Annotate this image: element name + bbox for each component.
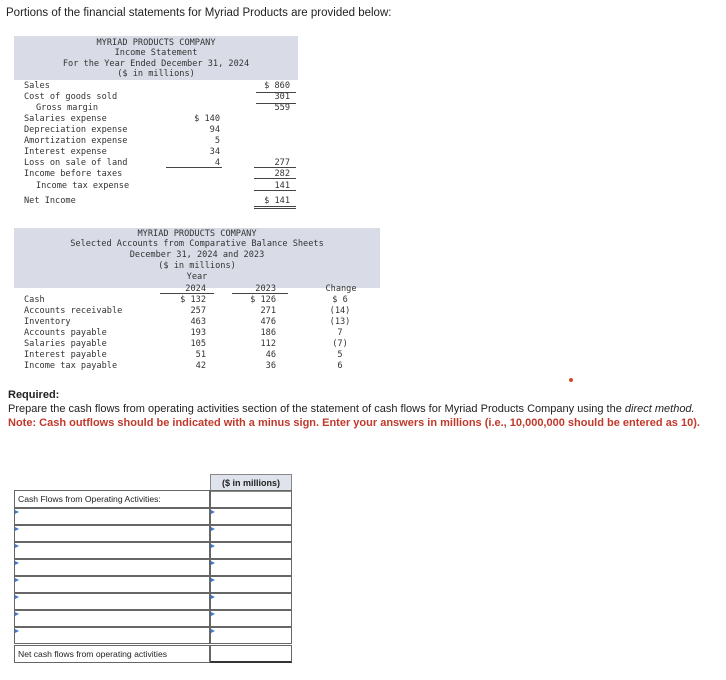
income-statement-row-label: Cost of goods sold <box>24 92 118 102</box>
answer-column-header: ($ in millions) <box>210 474 292 492</box>
balance-sheet-row-y2024: 51 <box>195 350 206 360</box>
income-statement-row-col2: 277 <box>274 158 290 168</box>
balance-sheet-row-change: 5 <box>337 350 343 360</box>
balance-sheet-row-label: Income tax payable <box>24 361 118 371</box>
cash-flow-amount-input[interactable] <box>210 525 292 542</box>
required-text-italic: direct method. <box>624 403 695 415</box>
section-value-cell <box>210 490 292 508</box>
cash-flow-item-select[interactable] <box>14 559 210 576</box>
balance-sheet-row-y2024: 105 <box>190 339 206 349</box>
income-statement-row-col2: 559 <box>274 103 290 113</box>
balance-sheet-row-label: Inventory <box>24 317 71 327</box>
balance-sheet-row-label: Salaries payable <box>24 339 107 349</box>
income-statement-row-label: Sales <box>24 81 50 91</box>
income-statement-row-label: Income tax expense <box>36 181 130 191</box>
income-statement-underline <box>254 167 296 168</box>
income-statement-row-col2: 282 <box>274 169 290 179</box>
income-statement-row-col2: $ 860 <box>264 81 290 91</box>
income-statement-row-label: Income before taxes <box>24 169 123 179</box>
income-statement-underline <box>166 167 222 168</box>
required-section <box>8 388 720 430</box>
income-statement-row-col2: 141 <box>274 181 290 191</box>
intro-text: Portions of the financial statements for Myriad Products are provided below: <box>6 7 392 19</box>
balance-sheet-row-y2023: 186 <box>260 328 276 338</box>
balance-sheet-col-change: Change <box>325 284 357 294</box>
balance-sheet-title-company: MYRIAD PRODUCTS COMPANY <box>137 229 257 239</box>
income-statement-underline <box>254 190 296 191</box>
income-statement-title-units: ($ in millions) <box>117 69 195 79</box>
cash-flow-amount-input[interactable] <box>210 627 292 644</box>
cash-flow-amount-input[interactable] <box>210 508 292 525</box>
cash-flow-amount-input[interactable] <box>210 593 292 610</box>
balance-sheet-row-y2023: 46 <box>265 350 276 360</box>
income-statement-row-label: Salaries expense <box>24 114 107 124</box>
section-label-cell <box>14 490 210 508</box>
total-label: Net cash flows from operating activities <box>18 649 168 659</box>
balance-sheet-row-y2023: 476 <box>260 317 276 327</box>
col-2023-underline <box>232 293 288 294</box>
income-statement-row-col1: 94 <box>209 125 220 135</box>
balance-sheet-row-y2023: 36 <box>265 361 276 371</box>
balance-sheet-row-change: 7 <box>337 328 343 338</box>
balance-sheet-year-label: Year <box>186 272 208 282</box>
required-marker-dot <box>569 378 573 382</box>
balance-sheet-row-label: Accounts receivable <box>24 306 123 316</box>
cash-flow-item-select[interactable] <box>14 542 210 559</box>
balance-sheet-row-y2023: 271 <box>260 306 276 316</box>
cash-flow-amount-input[interactable] <box>210 576 292 593</box>
cash-flow-amount-input[interactable] <box>210 559 292 576</box>
balance-sheet-row-y2024: 463 <box>190 317 206 327</box>
income-statement-row-label: Net Income <box>24 196 76 206</box>
balance-sheet-row-y2024: 42 <box>195 361 206 371</box>
balance-sheet-col-2024: 2024 <box>185 284 206 294</box>
total-label-cell <box>14 645 210 663</box>
cash-flow-item-select[interactable] <box>14 525 210 542</box>
income-statement-row-col2: 301 <box>274 92 290 102</box>
income-statement-row-label: Depreciation expense <box>24 125 128 135</box>
balance-sheet-row-change: (14) <box>329 306 351 316</box>
balance-sheet-row-y2024: 193 <box>190 328 206 338</box>
income-statement-title-name: Income Statement <box>114 48 198 58</box>
cash-flow-amount-input[interactable] <box>210 610 292 627</box>
net-cash-flows-input[interactable] <box>210 645 292 663</box>
income-statement-underline <box>256 92 296 93</box>
income-statement-row-col1: $ 140 <box>194 114 220 124</box>
balance-sheet-row-label: Cash <box>24 295 45 305</box>
income-statement-underline <box>254 208 296 209</box>
required-note: Note: Cash outflows should be indicated with a minus sign. Enter your answers in millions (i.e., 10,000,000 should be entered as 10). <box>8 417 700 429</box>
balance-sheet-row-y2024: $ 132 <box>180 295 206 305</box>
cash-flow-item-select[interactable] <box>14 627 210 644</box>
balance-sheet-row-label: Interest payable <box>24 350 107 360</box>
balance-sheet-title-units: ($ in millions) <box>158 261 236 271</box>
required-heading: Required: <box>8 389 60 401</box>
col-2024-underline <box>160 293 214 294</box>
income-statement-underline <box>256 103 296 104</box>
cash-flow-item-select[interactable] <box>14 576 210 593</box>
balance-sheet-row-y2023: $ 126 <box>250 295 276 305</box>
balance-sheet-row-y2023: 112 <box>260 339 276 349</box>
income-statement-row-label: Gross margin <box>36 103 99 113</box>
section-label: Cash Flows from Operating Activities: <box>18 494 161 504</box>
income-statement-row-label: Interest expense <box>24 147 107 157</box>
income-statement-row-label: Loss on sale of land <box>24 158 128 168</box>
cash-flow-item-select[interactable] <box>14 610 210 627</box>
balance-sheet-title-name: Selected Accounts from Comparative Balance Sheets <box>70 239 324 249</box>
income-statement-row-label: Amortization expense <box>24 136 128 146</box>
income-statement-title-company: MYRIAD PRODUCTS COMPANY <box>96 38 216 48</box>
balance-sheet-row-change: 6 <box>337 361 343 371</box>
balance-sheet-row-label: Accounts payable <box>24 328 107 338</box>
income-statement-title-period: For the Year Ended December 31, 2024 <box>62 59 250 69</box>
income-statement-row-col1: 5 <box>214 136 220 146</box>
income-statement-row-col2: $ 141 <box>264 196 290 206</box>
balance-sheet-row-change: (7) <box>332 339 348 349</box>
cash-flow-item-select[interactable] <box>14 508 210 525</box>
balance-sheet-row-change: (13) <box>329 317 351 327</box>
income-statement-row-col1: 34 <box>209 147 220 157</box>
income-statement-underline <box>254 178 296 179</box>
income-statement-row-col1: 4 <box>214 158 220 168</box>
balance-sheet-row-change: $ 6 <box>332 295 348 305</box>
balance-sheet-row-y2024: 257 <box>190 306 206 316</box>
required-text: Prepare the cash flows from operating activities section of the statement of cash flows for Myriad Products Company using the <box>8 403 625 415</box>
cash-flow-item-select[interactable] <box>14 593 210 610</box>
balance-sheet-col-2023: 2023 <box>255 284 276 294</box>
balance-sheet-title-dates: December 31, 2024 and 2023 <box>129 250 265 260</box>
income-statement-underline <box>254 206 296 207</box>
cash-flow-amount-input[interactable] <box>210 542 292 559</box>
